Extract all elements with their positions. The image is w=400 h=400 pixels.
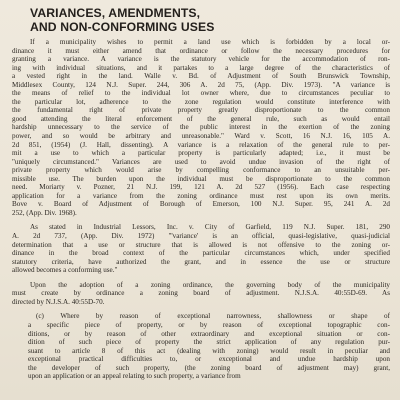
text-line: the means of relief to the individual lot owner where, due to circumstances peculiar to — [12, 89, 390, 98]
text-line: granting a variance. A variance is the statutory vehicle for the accommodation of ron- — [12, 55, 390, 64]
text-line: the particular lot, adherence to the zone regulation would constitute interference with — [12, 97, 390, 106]
text-line: ing with individual situations, and it partakes to a large degree of the characteristics of — [12, 63, 390, 72]
text-line: upon an application or an appeal relating to such property, a variance from — [28, 372, 241, 381]
heading-line-2: AND NON-CONFORMING USES — [30, 20, 215, 34]
text-line: If a municipality wishes to permit a land use which is forbidden by a local or- — [30, 38, 390, 46]
text-line: allowed becomes a conforming use." — [12, 266, 118, 275]
text-line: suant to article 8 of this act (dealing with zoning) would result in peculiar and — [28, 346, 390, 355]
section-heading — [30, 6, 390, 34]
text-line: dinance it must either amend that ordinance or follow the necessary procedures for — [12, 46, 390, 55]
text-line: directed by N.J.S.A. 40:55D-70. — [12, 297, 105, 306]
text-line: application for a variance from the zoning ordinance must rest upon its own merits. — [12, 191, 390, 200]
text-line: As stated in Industrial Lessors, Inc. v. City of Garfield, 119 N.J. Super. 181, 290 — [30, 223, 390, 232]
text-line: dinance in the broad context of the particular circumstances which, under specified — [12, 249, 390, 258]
text-line: a vested right in the land. Walle v. Bd. of Adjustment of South Brunswick Township, — [12, 72, 390, 81]
paragraph-industrial-lessors — [12, 223, 390, 274]
text-line: dition of such piece of property the strict application of any regulation pur- — [28, 338, 390, 347]
page-content — [12, 6, 390, 387]
body-text — [12, 38, 390, 381]
text-line: 2d 851, (1954) (J. Hall, dissenting). A variance is a relaxation of the general rule to per- — [12, 140, 390, 149]
text-line: exceptional practical difficulties to, or exceptional and undue hardship upon — [28, 355, 390, 364]
text-line: Upon the adoption of a zoning ordinance, the governing body of the municipality — [30, 280, 390, 289]
paragraph-statute-subsection-c — [22, 312, 390, 380]
text-line: hardship unnecessary to the service of the public interest in the exertion of the zoning — [12, 123, 390, 132]
text-line: ditions, or by reason of other extraordinary and exceptional situation or con- — [28, 329, 390, 338]
text-line: must create by ordinance a zoning board of adjustment. N.J.S.A. 40:55D-69. As — [12, 289, 390, 298]
text-line: (c) Where by reason of exceptional narrowness, shallowness or shape of — [36, 312, 390, 321]
text-line: A. 2d 737, (App. Div. 1972) "'variance' is an official, quasi-legislative, quasi-judicial — [12, 232, 390, 241]
text-line: Middlesex County, 124 N.J. Super. 244, 306 A. 2d 75, (App. Div. 1973). "A variance is — [12, 80, 390, 89]
text-line: private property which would arise by compelling conformance to an unsuitable per- — [12, 166, 390, 175]
text-line: good attending the literal enforcement of the general rule, such as would entail — [12, 114, 390, 123]
text-line: the fundamental right of private property greatly disproportionate to the common — [12, 106, 390, 115]
heading-line-1: VARIANCES, AMENDMENTS, — [30, 6, 201, 20]
text-line: Bove v. Board of Adjustment of Borough of Emerson, 100 N.J. Super. 95, 241 A. 2d — [12, 200, 390, 209]
text-line: statutory criteria, have authorized the grant, and in essence the use or structure — [12, 257, 390, 266]
text-line: missible use. The burden upon the individual must be disproportionate to the common — [12, 174, 390, 183]
text-line: a specific piece of property, or by reason of exceptional topographic con- — [28, 320, 390, 329]
text-line: need. Moriarty v. Pozner, 21 N.J. 199, 121 A. 2d 527 (1956). Each case respecting — [12, 183, 390, 192]
text-line: "uniquely circumstanced." Variances are used to avoid undue invasion of the right of — [12, 157, 390, 166]
text-line: determination that a use or structure that is allowed is not offensive to the zoning or- — [12, 240, 390, 249]
text-line: 252, (App. Div. 1968). — [12, 208, 77, 217]
text-line: the developer of such property, (the zoning board of adjustment may) grant, — [28, 363, 390, 372]
paragraph-board-of-adjustment — [12, 281, 390, 307]
text-line: power, and so would be arbitrary and unreasonable." Ward v. Scott, 16 N.J. 16, 105 A. — [12, 132, 390, 141]
paragraph-variance-intro — [12, 38, 390, 217]
text-line: mit a use to which a particular property is particularly adapted; i.e., it must be — [12, 149, 390, 158]
